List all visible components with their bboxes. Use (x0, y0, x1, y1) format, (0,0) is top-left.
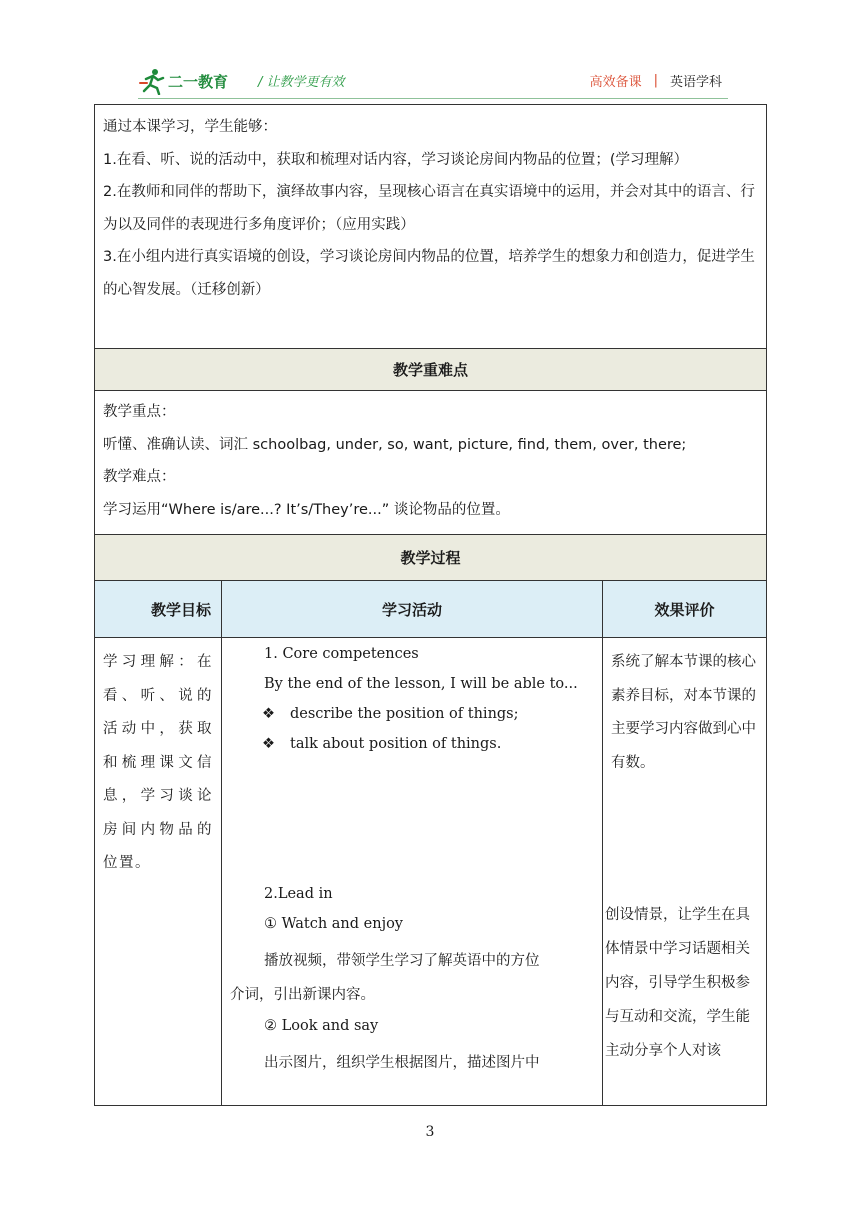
page-number: 3 (425, 1124, 435, 1140)
difficulty-label: 教学难点： (103, 469, 176, 485)
col-header-activities: 学习活动 (222, 581, 603, 638)
watch-text-2: 介词，引出新课内容。 (230, 987, 375, 1003)
objectives-intro: 通过本课学习，学生能够： (103, 119, 277, 135)
evaluation-text-1: 系统了解本节课的核心素养目标，对本节课的主要学习内容做到心中有数。 (611, 654, 756, 771)
focus-text: 听懂、准确认读、词汇 schoolbag, under, so, want, picture, find, them, over, there; (103, 436, 687, 453)
col-header-goal: 教学目标 (95, 581, 222, 638)
core-title: 1. Core competences (264, 646, 419, 662)
bullet-text-1: describe the position of things; (290, 706, 519, 722)
diamond-bullet-icon: ❖ (262, 706, 275, 722)
objectives-cell (95, 105, 767, 349)
lead-title: 2.Lead in (264, 886, 333, 902)
process-title: 教学过程 (95, 535, 767, 581)
bullet-item-1 (262, 706, 519, 722)
objectives-body (95, 105, 766, 310)
difficulty-text: 学习运用“Where is/are...? It’s/They’re...” 谈论物品的位置。 (103, 501, 510, 518)
objective-item-1: 1.在看、听、说的活动中，获取和梳理对话内容，学习谈论房间内物品的位置；(学习理解） (103, 151, 688, 168)
brand-logo (138, 66, 228, 96)
key-points-cell (95, 391, 767, 535)
page-header (138, 60, 728, 98)
header-separator: | (653, 73, 658, 88)
watch-title: ① Watch and enjoy (264, 916, 404, 932)
goal-text: 学习理解：在看、听、说的活动中，获取和梳理课文信息，学习谈论房间内物品的位置。 (103, 654, 213, 871)
goal-cell (95, 638, 222, 1106)
objective-item-2: 2.在教师和同伴的帮助下，演绎故事内容，呈现核心语言在真实语境中的运用，并会对其中的语言、行为以及同伴的表现进行多角度评价；（应用实践） (103, 184, 755, 233)
evaluation-text-2-body: 创设情景，让学生在具体情景中学习话题相关内容，引导学生积极参与互动和交流，学生能主动分享个人对该 (605, 907, 750, 1059)
objective-item-3: 3.在小组内进行真实语境的创设，学习谈论房间内物品的位置，培养学生的想象力和创造力，促进学生的心智发展。（迁移创新） (103, 249, 755, 298)
look-text: 出示图片，组织学生根据图片，描述图片中 (264, 1055, 540, 1071)
focus-label: 教学重点： (103, 404, 176, 420)
col-header-evaluation: 效果评价 (603, 581, 767, 638)
watch-text-1: 播放视频，带领学生学习了解英语中的方位 (264, 953, 540, 969)
core-intro: By the end of the lesson, I will be able to... (264, 676, 578, 692)
diamond-bullet-icon: ❖ (262, 736, 275, 752)
header-tag-right: 英语学科 (669, 75, 722, 90)
header-tag-left: 高效备课 (589, 75, 642, 90)
key-points-title: 教学重难点 (95, 349, 767, 391)
bullet-item-2 (262, 736, 501, 752)
logo-text: 二一教育 (168, 72, 229, 91)
look-title: ② Look and say (264, 1018, 379, 1034)
evaluation-text-2 (603, 788, 767, 804)
key-points-body (95, 391, 766, 530)
runner-logo-icon (138, 67, 166, 95)
activities-cell (222, 638, 603, 1106)
header-tags (590, 71, 722, 90)
bullet-text-2: talk about position of things. (290, 736, 502, 752)
header-rule (138, 98, 728, 99)
header-slogan: / 让教学更有效 (258, 75, 345, 90)
